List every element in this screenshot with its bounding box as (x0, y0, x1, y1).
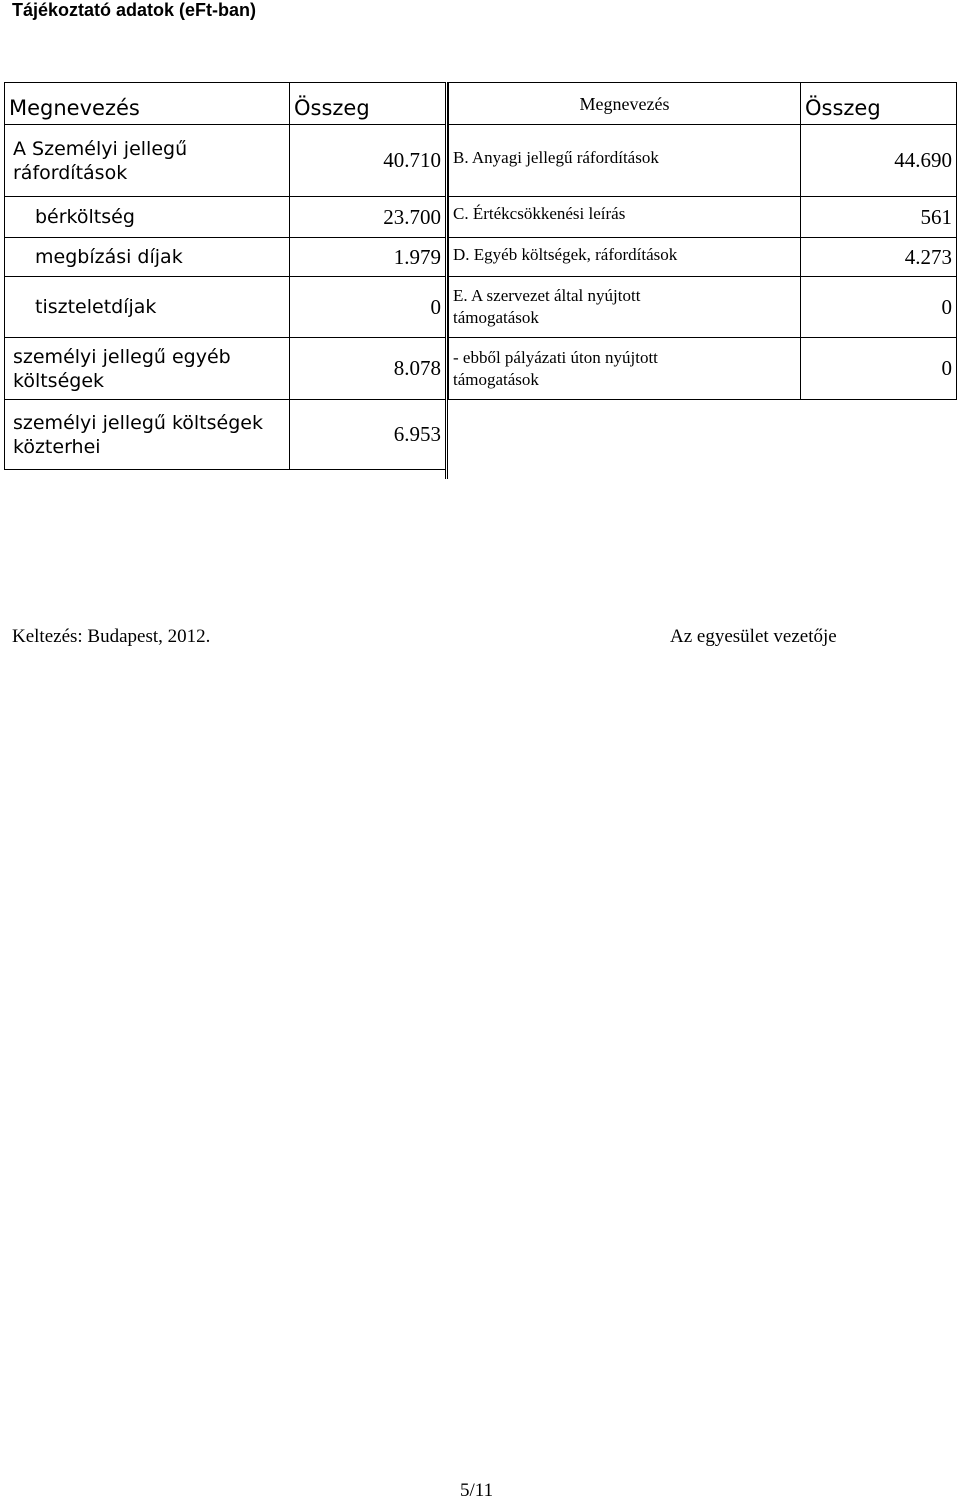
row-value: 1.979 (290, 238, 446, 277)
left-expense-table (4, 82, 446, 470)
row-value: 40.710 (290, 125, 446, 197)
header-name: Megnevezés (449, 83, 801, 125)
header-amount: Összeg (801, 83, 957, 125)
table-header-row (449, 83, 957, 125)
document-title: Tájékoztató adatok (eFt-ban) (12, 0, 257, 20)
row-value: 23.700 (290, 197, 446, 238)
table-row (449, 277, 957, 338)
header-amount: Összeg (290, 83, 446, 125)
header-name: Megnevezés (5, 83, 290, 125)
row-value: 0 (801, 338, 957, 400)
row-value: 4.273 (801, 238, 957, 277)
table-header-row (5, 83, 446, 125)
table-row (449, 338, 957, 400)
row-label: személyi jellegű költségek közterhei (5, 400, 290, 470)
row-value: 6.953 (290, 400, 446, 470)
table-row (449, 125, 957, 197)
row-value: 44.690 (801, 125, 957, 197)
row-value: 561 (801, 197, 957, 238)
row-label: - ebből pályázati úton nyújtott támogatások (449, 338, 801, 400)
table-row (449, 197, 957, 238)
row-label: B. Anyagi jellegű ráfordítások (449, 125, 801, 197)
row-label: C. Értékcsökkenési leírás (449, 197, 801, 238)
row-value: 8.078 (290, 338, 446, 400)
row-label: E. A szervezet által nyújtott támogatások (449, 277, 801, 338)
row-value: 0 (290, 277, 446, 338)
right-expense-table (448, 82, 957, 400)
table-row (5, 125, 446, 197)
row-label: megbízási díjak (5, 238, 290, 277)
row-label: bérköltség (5, 197, 290, 238)
date-line: Keltezés: Budapest, 2012. (12, 626, 211, 647)
table-row (5, 400, 446, 470)
table-row (449, 238, 957, 277)
table-row (5, 277, 446, 338)
row-label: A Személyi jellegű ráfordítások (5, 125, 290, 197)
table-row (5, 238, 446, 277)
table-row (5, 338, 446, 400)
row-label: D. Egyéb költségek, ráfordítások (449, 238, 801, 277)
signatory-line: Az egyesület vezetője (670, 626, 837, 647)
row-label: személyi jellegű egyéb költségek (5, 338, 290, 400)
page-number: 5/11 (460, 1480, 494, 1501)
table-row (5, 197, 446, 238)
row-label: tiszteletdíjak (5, 277, 290, 338)
row-value: 0 (801, 277, 957, 338)
